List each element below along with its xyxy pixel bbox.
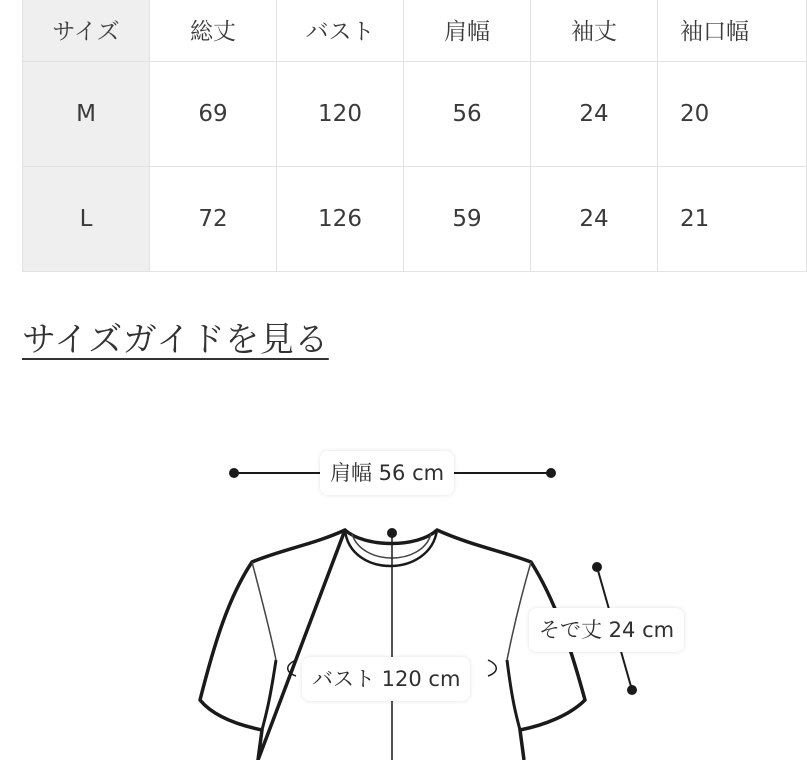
header-total-length: 総丈 — [150, 0, 277, 62]
sleeve-measure-dot-top — [592, 562, 602, 572]
header-bust: バスト — [277, 0, 404, 62]
table-cell: 72 — [150, 167, 277, 272]
table-cell: 120 — [277, 62, 404, 167]
table-cell: 21 — [658, 167, 807, 272]
header-sleeve-length: 袖丈 — [531, 0, 658, 62]
shoulder-measure-label: 肩幅 56 cm — [320, 451, 454, 495]
size-label-m: M — [23, 62, 150, 167]
size-label-l: L — [23, 167, 150, 272]
tshirt-sleeve-seam-right — [507, 562, 531, 660]
table-cell: 24 — [531, 167, 658, 272]
header-cuff-width: 袖口幅 — [658, 0, 807, 62]
length-measure-dot — [387, 528, 397, 538]
tshirt-sleeve-seam-left — [252, 562, 276, 660]
tshirt-side-right — [507, 660, 520, 730]
bust-measure-label: バスト 120 cm — [302, 657, 470, 701]
table-cell: 20 — [658, 62, 807, 167]
shoulder-measure-dot-right — [546, 468, 556, 478]
table-cell: 69 — [150, 62, 277, 167]
shoulder-measure-dot-left — [229, 468, 239, 478]
sleeve-measure-dot-bottom — [627, 685, 637, 695]
header-size: サイズ — [23, 0, 150, 62]
table-cell: 56 — [404, 62, 531, 167]
table-cell: 126 — [277, 167, 404, 272]
sleeve-measure-label: そで丈 24 cm — [529, 608, 684, 652]
table-cell: 24 — [531, 62, 658, 167]
table-cell: 59 — [404, 167, 531, 272]
header-shoulder-width: 肩幅 — [404, 0, 531, 62]
bust-measure-curve-right — [488, 660, 496, 676]
size-guide-link[interactable]: サイズガイドを見る — [22, 320, 329, 360]
